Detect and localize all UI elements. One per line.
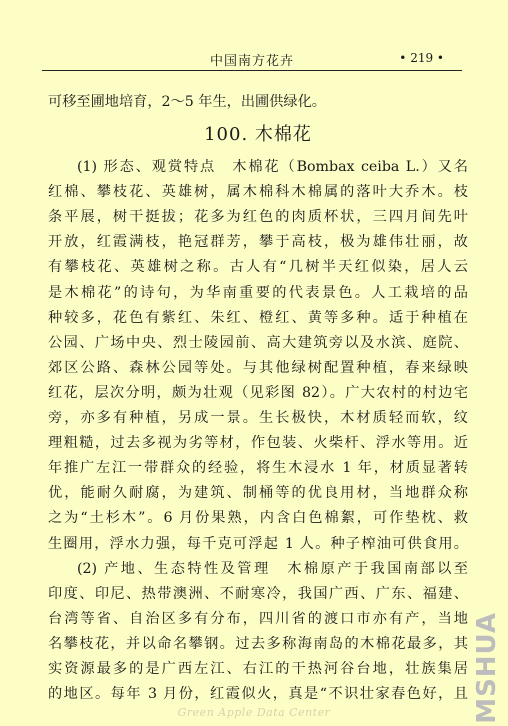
text-line: 之为“土杉木”。6 月份果熟，内含白色棉絮，可作垫枕、救 [48,510,468,527]
text-line: 印度、印尼、热带澳洲、不耐寒冷，我国广西、广东、福建、 [48,585,468,602]
text-line: (2) 产地、生态特性及管理 木棉原产于我国南部以至 [77,560,468,577]
text-line: 生圈用，浮水力强，每千克可浮起 1 人。种子榨油可供食用。 [48,535,468,552]
text-line: 名攀枝花，并以命名攀钢。过去多称海南岛的木棉花最多，其 [48,635,468,652]
text-line: 年推广左江一带群众的经验，将生木浸水 1 年，材质显著转 [48,460,468,477]
page-number: • 219 • [399,51,444,65]
paragraph-2 [48,557,468,708]
bottom-watermark: Green Apple Data Center [177,706,331,719]
text-line: 是木棉花”的诗句，为华南重要的代表景色。人工栽培的品 [48,284,468,301]
header-title: 中国南方花卉 [209,54,294,69]
text-line: 理粗糙，过去多视为劣等材，作包装、火柴杆、浮水等用。近 [48,435,468,452]
text-line: 的地区。每年 3 月份，红霞似火，真是“不识壮家春色好，且 [48,686,468,703]
text-line: 旁，亦多有种植，另成一景。生长极快，木材质轻而软，纹 [48,410,468,427]
text-line: 红棉、攀枝花、英雄树，属木棉科木棉属的落叶大乔木。枝 [48,184,468,201]
text-line: 公园、广场中央、烈士陵园前、高大建筑旁以及水滨、庭院、 [48,334,468,351]
body-text [48,90,468,707]
section-heading: 100. 木棉花 [204,124,312,146]
text-line: 开放，红霞满枝，艳冠群芳，攀于高枝，极为雄伟壮丽，故 [48,234,468,251]
text-line: 实资源最多的是广西左江、右江的干热河谷台地，壮族集居 [48,660,468,677]
text-line: 种较多，花色有紫红、朱红、橙红、黄等多种。适于种植在 [48,309,468,326]
text-line: 郊区公路、森林公园等处。与其他绿树配置种植，春来绿映 [48,359,468,376]
text-line: 有攀枝花、英雄树之称。古人有“几树半天红似染，居人云 [48,259,468,276]
text-line: (1) 形态、观赏特点 木棉花（Bombax ceiba L.）又名 [77,159,468,176]
text-line: 红花，层次分明，颇为壮观（见彩图 82）。广大农村的村边宅 [48,384,468,401]
text-line: 条平展，树干挺拔；花多为红色的肉质杯状，三四月间先叶 [48,209,468,226]
intro-line: 可移至圃地培育，2～5 年生，出圃供绿化。 [48,94,326,110]
side-watermark: MSHUA [472,612,502,724]
paragraph-1 [48,155,468,557]
running-header [42,48,462,71]
text-line: 台湾等省、自治区多有分布，四川省的渡口市亦有产，当地 [48,610,468,627]
text-line: 优，能耐久耐腐，为建筑、制桶等的优良用材，当地群众称 [48,485,468,502]
